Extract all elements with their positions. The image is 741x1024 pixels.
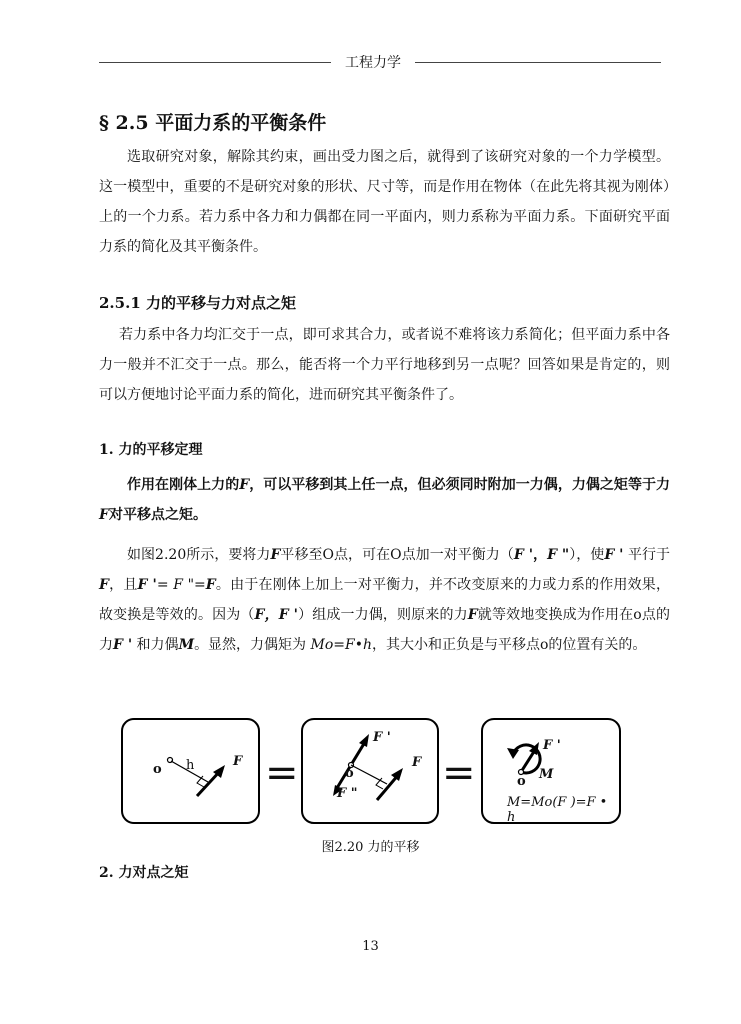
header-title: 工程力学 xyxy=(345,55,401,71)
expl-text-11: ，其大小和正负是与平移点o的位置有关的。 xyxy=(372,637,647,653)
intro-text: 选取研究对象，解除其约束，画出受力图之后，就得到了该研究对象的一个力学模型。这一模型中，重要的不是研究对象的形状、尺寸等，而是作用在物体（在此先将其视为刚体）上的一个力系。若力系中各力和力偶都在同一平面内，则力系称为平面力系。下面研究平面力系的简化及其平衡条件。 xyxy=(99,149,670,255)
theorem-force-symbol: F xyxy=(239,477,250,493)
panel-3-point-label: o xyxy=(517,774,526,789)
panel-2-drawing xyxy=(303,720,437,822)
expl-force-4: F xyxy=(467,607,478,623)
figure-caption: 图2.20 力的平移 xyxy=(321,840,420,855)
explanation-paragraph xyxy=(99,540,670,660)
expl-text-3: ），使 xyxy=(569,547,605,563)
theorem-text-2: ，可以平移到其上任一点，但必须同时附加一力偶，力偶之矩等于力 xyxy=(249,477,671,493)
expl-text-4: 平行于 xyxy=(623,547,671,563)
panel-1-point-label: o xyxy=(153,762,162,777)
expl-force-prime-1: F ' xyxy=(513,547,534,563)
header-rule-right xyxy=(415,62,661,63)
expl-text-7: ）组成一力偶，则原来的力 xyxy=(297,607,468,623)
expl-force-1: F xyxy=(270,547,281,563)
theorem-force-symbol-2: F xyxy=(99,507,109,523)
subsection-title: 2.5.1 力的平移与力对点之矩 xyxy=(99,294,296,312)
item-1-title: 1. 力的平移定理 xyxy=(99,442,203,458)
expl-force-dprime-1: F " xyxy=(547,547,570,563)
section-title: § 2.5 平面力系的平衡条件 xyxy=(99,112,327,134)
subsection-paragraph xyxy=(99,320,670,410)
distance-line xyxy=(351,765,387,784)
expl-force-prime-4: F ' xyxy=(113,637,133,653)
panel-3-formula: M=Mo(F )=F • h xyxy=(507,795,608,825)
force-prime-arrowhead xyxy=(359,734,369,747)
theorem-text-1: 作用在刚体上力的 xyxy=(127,477,240,493)
expl-text-2: 平移至O点，可在O点加一对平衡力（ xyxy=(280,547,514,563)
panel-2-force-label: F xyxy=(412,755,422,770)
figure-panel-equivalent xyxy=(481,718,621,824)
panel-1-force-label: F xyxy=(233,754,243,769)
expl-equality: = F "= xyxy=(156,577,206,593)
panel-2-point-label: o xyxy=(345,766,354,781)
subsection-text: 若力系中各力均汇交于一点，即可求其合力，或者说不难将该力系简化；但平面力系中各力一般并不汇交于一点。那么，能否将一个力平行地移到另一点呢？回答如果是肯定的，则可以方便地讨论平面力系的简化，进而研究其平衡条件了。 xyxy=(99,327,670,403)
expl-force-pair: F，F ' xyxy=(254,607,298,623)
theorem-paragraph xyxy=(99,470,670,530)
expl-force-3: F xyxy=(205,577,216,593)
force-prime-shaft xyxy=(351,742,365,765)
panel-2-force-dprime-label: F " xyxy=(337,786,358,801)
equals-sign-1: = xyxy=(265,750,299,796)
expl-comma: ， xyxy=(533,547,548,563)
expl-text-5: ，且 xyxy=(108,577,138,593)
page-number: 13 xyxy=(362,939,379,954)
expl-couple: M xyxy=(178,637,195,653)
expl-force-2: F xyxy=(99,577,109,593)
expl-text-1: 如图2.20所示，要将力 xyxy=(127,547,271,563)
panel-3-couple-label: M xyxy=(539,767,554,782)
expl-text-10: 。显然，力偶矩为 xyxy=(194,637,311,653)
panel-3-force-prime-label: F ' xyxy=(543,738,561,753)
figure-panel-original xyxy=(121,718,260,824)
equals-sign-2: = xyxy=(442,750,476,796)
expl-force-prime-2: F ' xyxy=(604,547,624,563)
item-2-title: 2. 力对点之矩 xyxy=(99,865,189,881)
expl-text-6: 。由于在刚体上加上一对平衡力，并不改变原来的力或力系的作用效果，故变换是等效的。因为（ xyxy=(99,577,671,623)
theorem-text-3: 对平移点之矩。 xyxy=(108,507,207,523)
expl-force-prime-3: F ' xyxy=(137,577,157,593)
panel-1-distance-label: h xyxy=(186,758,195,773)
figure-panel-balanced xyxy=(301,718,439,824)
header-rule-left xyxy=(99,62,331,63)
expl-moment-formula: Mo=F•h xyxy=(310,637,372,653)
intro-paragraph xyxy=(99,142,670,262)
expl-text-9: 和力偶 xyxy=(132,637,179,653)
expl-text-8: 就等效地变换成为作用在o点的力 xyxy=(99,607,670,653)
panel-2-force-prime-label: F ' xyxy=(373,730,391,745)
force-prime-shaft xyxy=(521,750,535,772)
